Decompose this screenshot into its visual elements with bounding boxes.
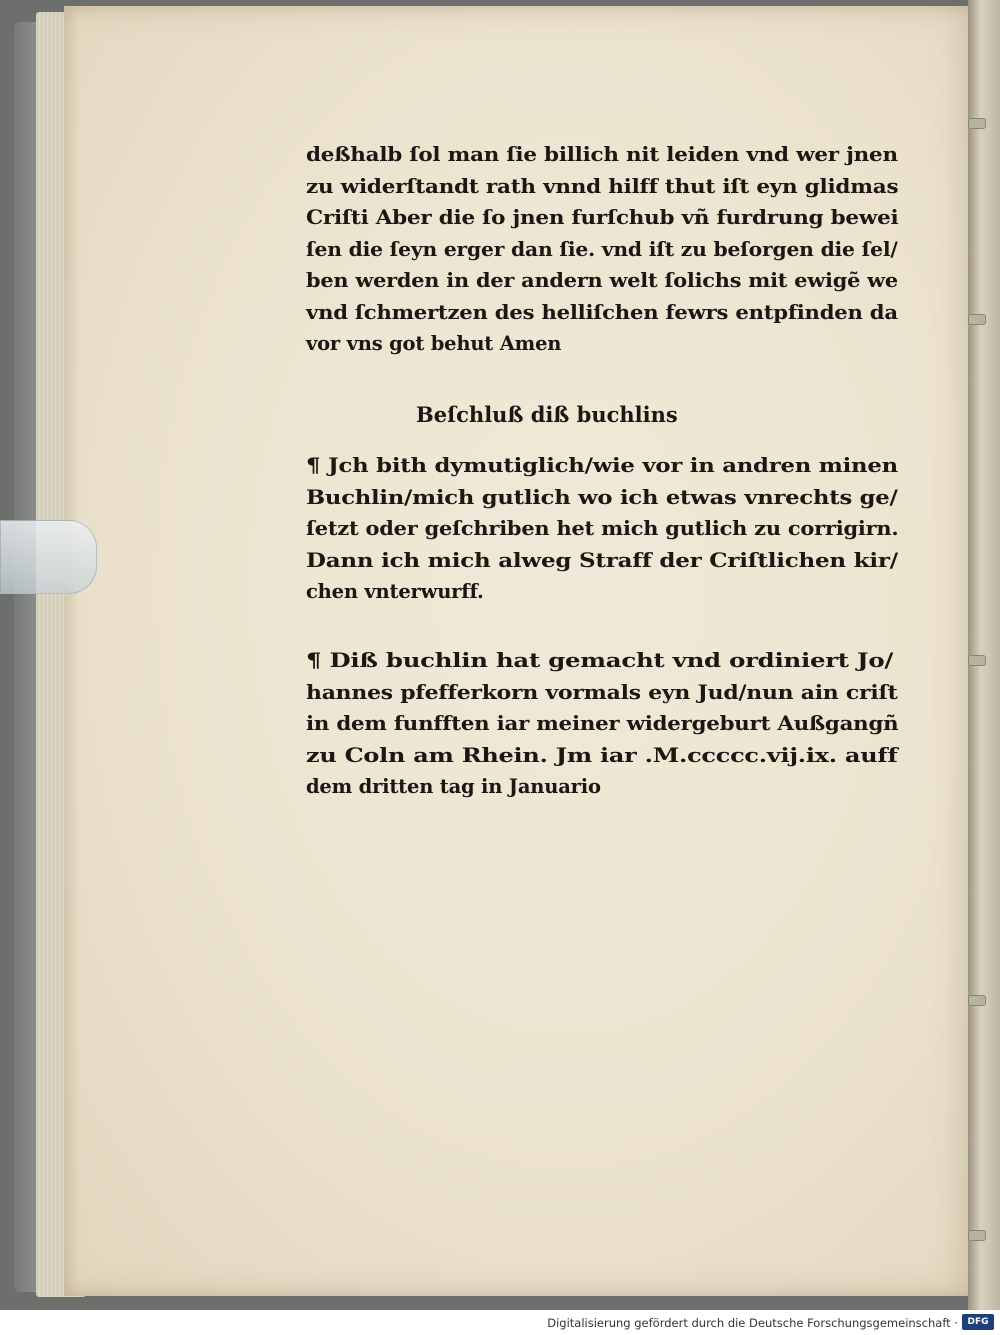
text-line: dem dritten tag in Januario: [306, 775, 601, 798]
text-line: ſen die ſeyn erger dan ſie. vnd iſt zu beſorgen die ſel/: [306, 237, 898, 261]
paragraph-1: [306, 139, 898, 360]
text-line: in dem funfften iar meiner widergeburt Außgangñ: [306, 712, 899, 735]
text-line: zu widerſtandt rath vnnd hilff thut iſt eyn glidmas: [306, 174, 899, 198]
page-marker-tab: [0, 520, 97, 594]
text-line: ben werden in der andern welt ſolichs mit ewigẽ we: [306, 269, 898, 292]
text-line: Dann ich mich alweg Straff der Criſtlichen kir/: [306, 548, 898, 572]
binding-stitch: [968, 314, 986, 325]
paragraph-3: [306, 645, 898, 803]
text-line: zu Coln am Rhein. Jm iar .M.ccccc.vij.ix. auff: [306, 743, 898, 767]
section-heading: Beſchluß diß buchlins: [416, 402, 678, 427]
text-line: hannes pfefferkorn vormals eyn Jud/nun ain criſt: [306, 680, 898, 704]
text-line: vnd ſchmertzen des helliſchen fewrs entpfinden da: [306, 300, 898, 324]
paragraph-2: [306, 450, 898, 608]
text-line: deßhalb ſol man ſie billich nit leiden vnd wer jnen: [306, 143, 898, 166]
text-line: vor vns got behut Amen: [306, 332, 562, 355]
text-line: ſetzt oder geſchriben het mich gutlich zu corrigirn.: [306, 517, 899, 540]
text-line: Criſti Aber die ſo jnen furſchub vñ furdrung bewei: [306, 206, 899, 229]
dfg-logo-icon: DFG: [962, 1314, 994, 1330]
binding-stitch: [968, 995, 986, 1006]
text-line: Buchlin/mich gutlich wo ich etwas vnrechts ge/: [306, 485, 898, 509]
binding-stitch: [968, 118, 986, 129]
footer-credit: Digitalisierung gefördert durch die Deutsche Forschungsgemeinschaft ·: [547, 1316, 958, 1330]
text-line: ¶ Diß buchlin hat gemacht vnd ordiniert Jo/: [306, 649, 894, 672]
footer-bar: [0, 1310, 1000, 1335]
binding-stitch: [968, 1230, 986, 1241]
text-line: chen vnterwurff.: [306, 580, 484, 603]
text-line: ¶ Jch bith dymutiglich/wie vor in andren minen: [306, 454, 898, 477]
